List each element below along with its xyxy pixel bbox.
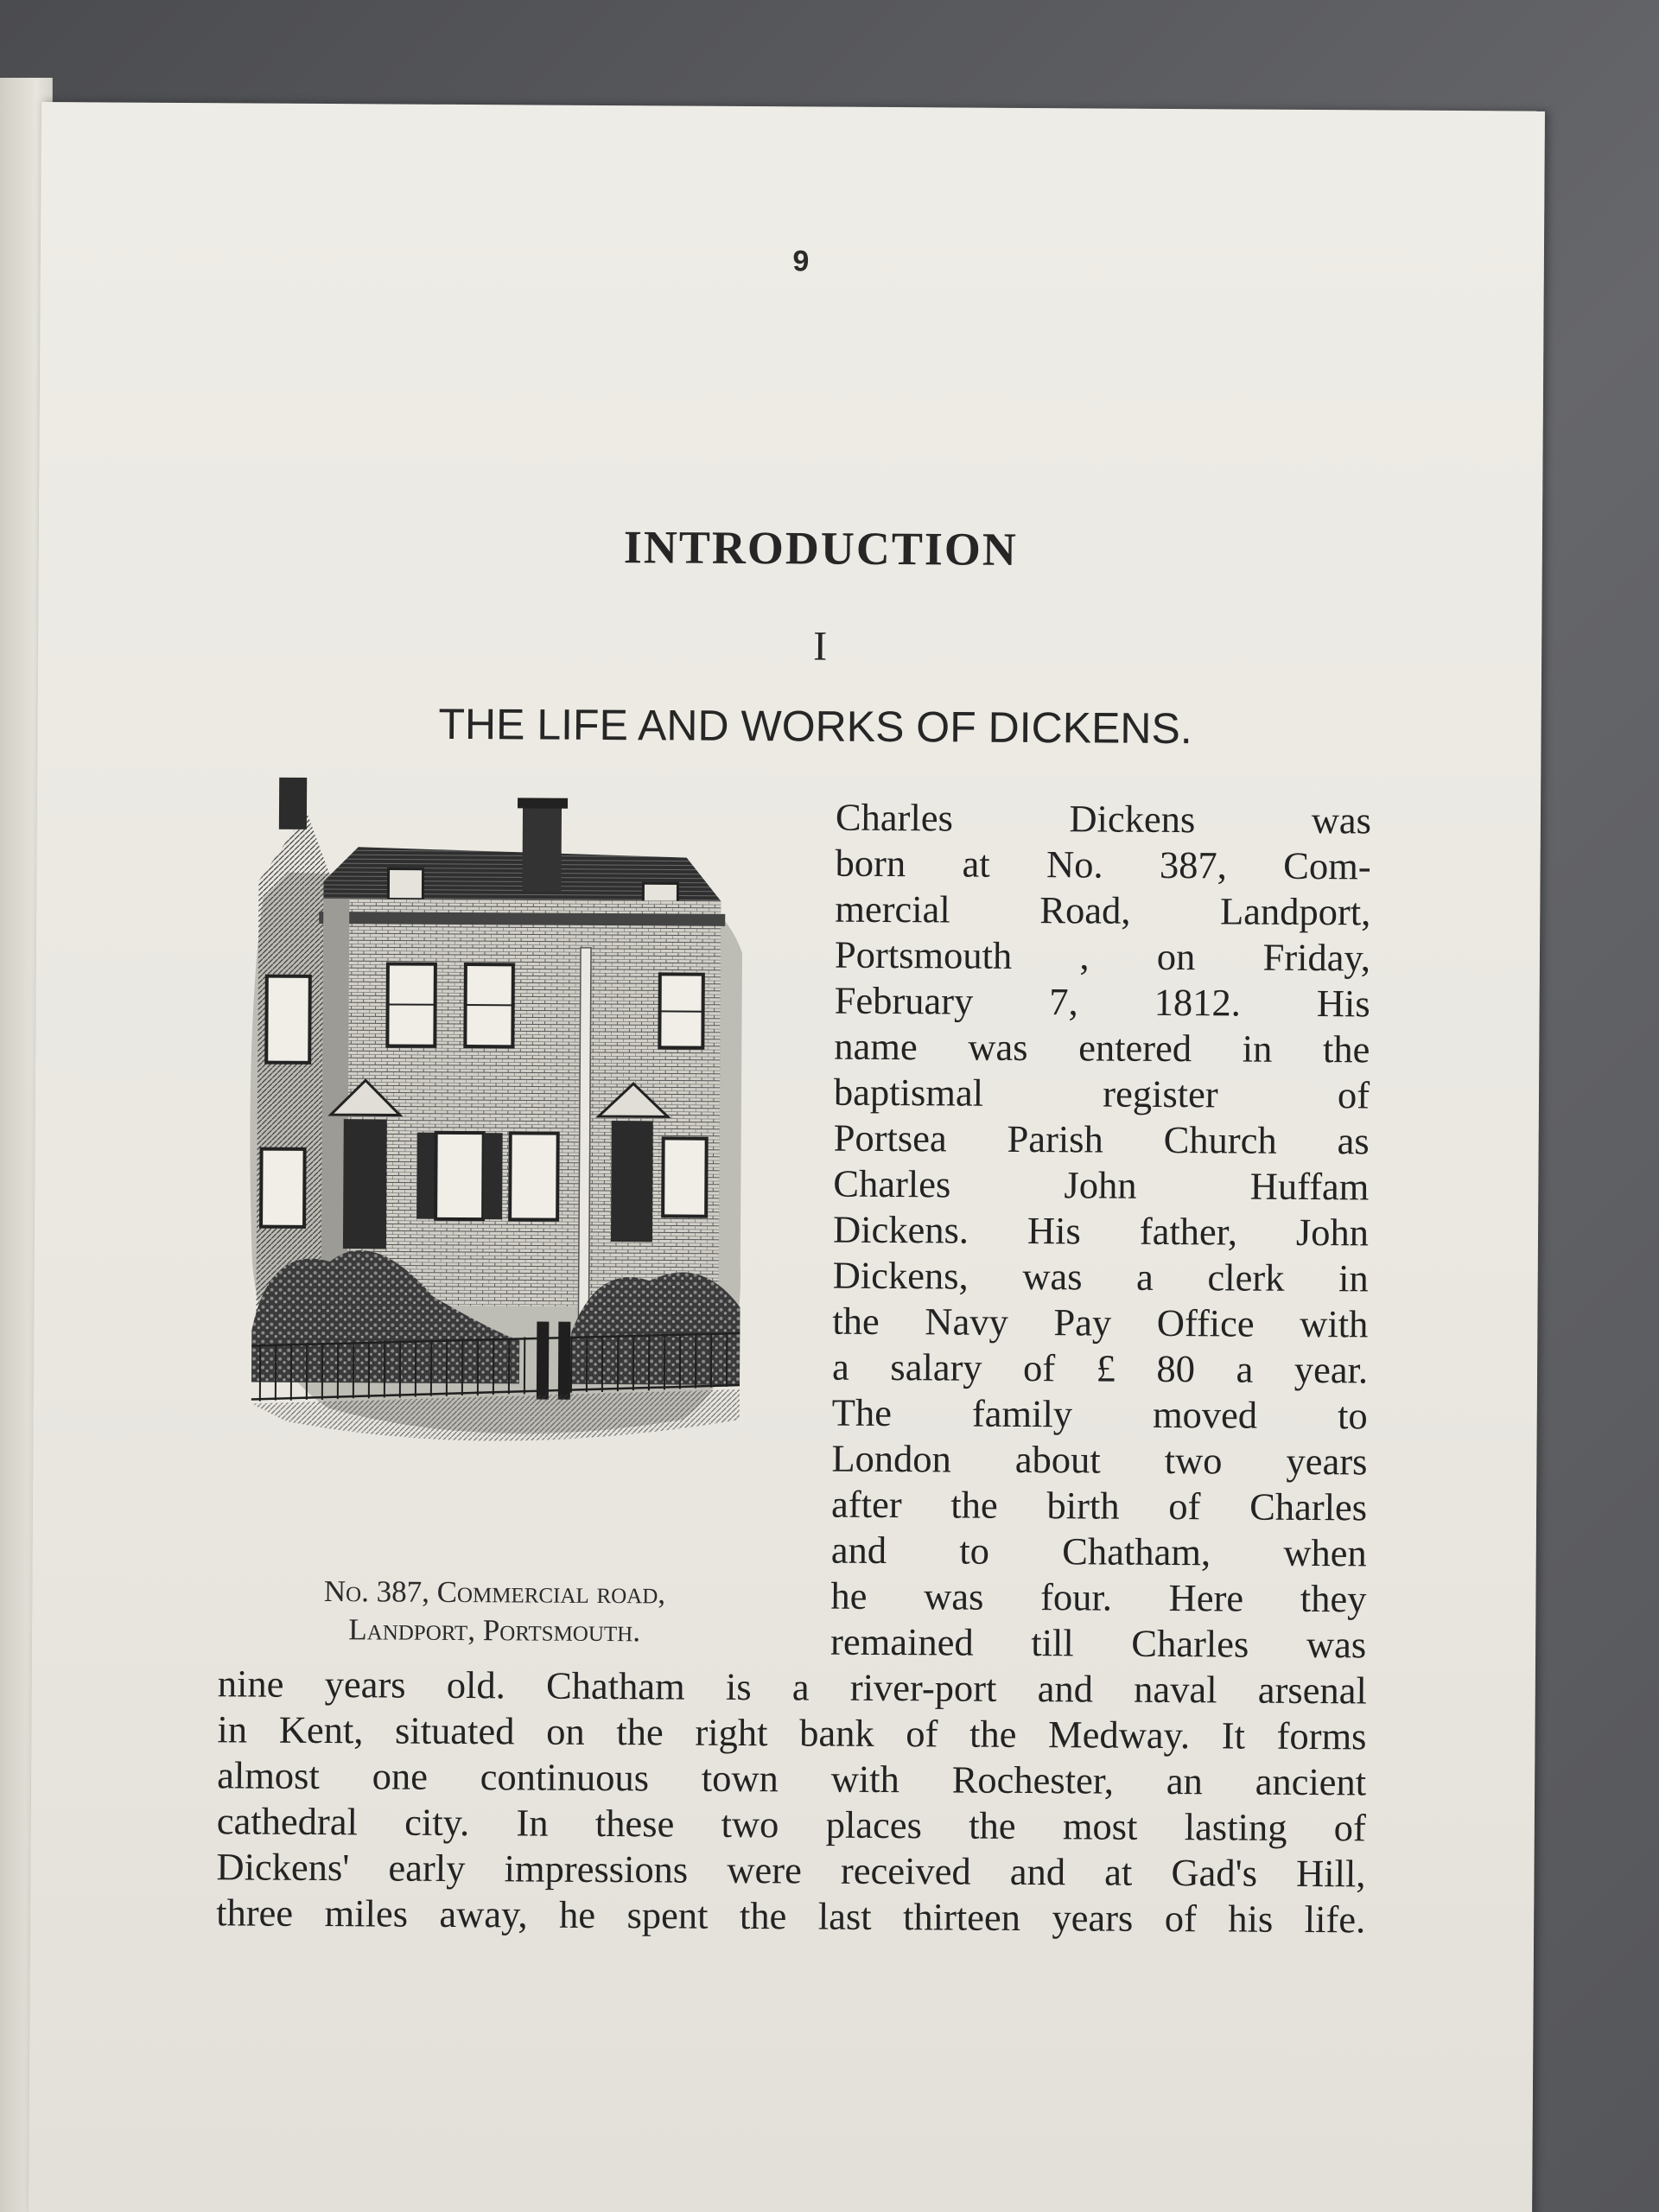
text-line: The family moved to [831,1390,1368,1438]
section-title: THE LIFE AND WORKS OF DICKENS. [438,699,1192,753]
text-line: the Navy Pay Office with [832,1299,1369,1346]
text-line: three miles away, he spent the last thirteen years of his life. [216,1891,1366,1942]
text-line: he was four. Here they [830,1573,1367,1621]
text-line: in Kent, situated on the right bank of the Medway. It forms [217,1707,1367,1758]
text-line: name was entered in the [834,1024,1370,1071]
house-engraving [233,777,756,1454]
book-page [29,102,1545,2212]
text-line: after the birth of Charles [830,1482,1368,1529]
text-line: Portsea Parish Church as [833,1116,1370,1163]
chapter-heading: INTRODUCTION [623,521,1019,575]
caption-line-1: No. 387, Commercial road, [323,1574,666,1611]
figure-caption [248,1572,741,1650]
text-line: almost one continuous town with Rochester, an ancient [217,1753,1367,1804]
text-line: baptismal register of [833,1070,1370,1117]
text-line: a salary of £ 80 a year. [831,1344,1369,1392]
caption-line-2: Landport, Portsmouth. [348,1612,641,1649]
text-line: born at No. 387, Com- [835,841,1371,888]
text-line: Charles John Huffam [833,1161,1370,1209]
text-line: Dickens, was a clerk in [832,1253,1369,1300]
text-line: mercial Road, Landport, [835,887,1371,934]
text-line: February 7, 1812. His [834,978,1370,1026]
text-line: Charles Dickens was [835,795,1372,842]
text-line: Dickens' early impressions were received and at Gad's Hill, [216,1845,1366,1896]
text-line: London about two years [831,1436,1368,1484]
text-line: Dickens. His father, John [832,1207,1370,1255]
text-line: Portsmouth , on Friday, [834,932,1371,980]
section-number: I [813,623,828,670]
page-number: 9 [792,245,810,278]
text-line: and to Chatham, when [830,1528,1367,1575]
text-line: remained till Charles was [830,1619,1367,1667]
text-line: cathedral city. In these two places the most lasting of [216,1799,1366,1850]
text-line: nine years old. Chatham is a river-port and naval arsenal [217,1662,1367,1713]
